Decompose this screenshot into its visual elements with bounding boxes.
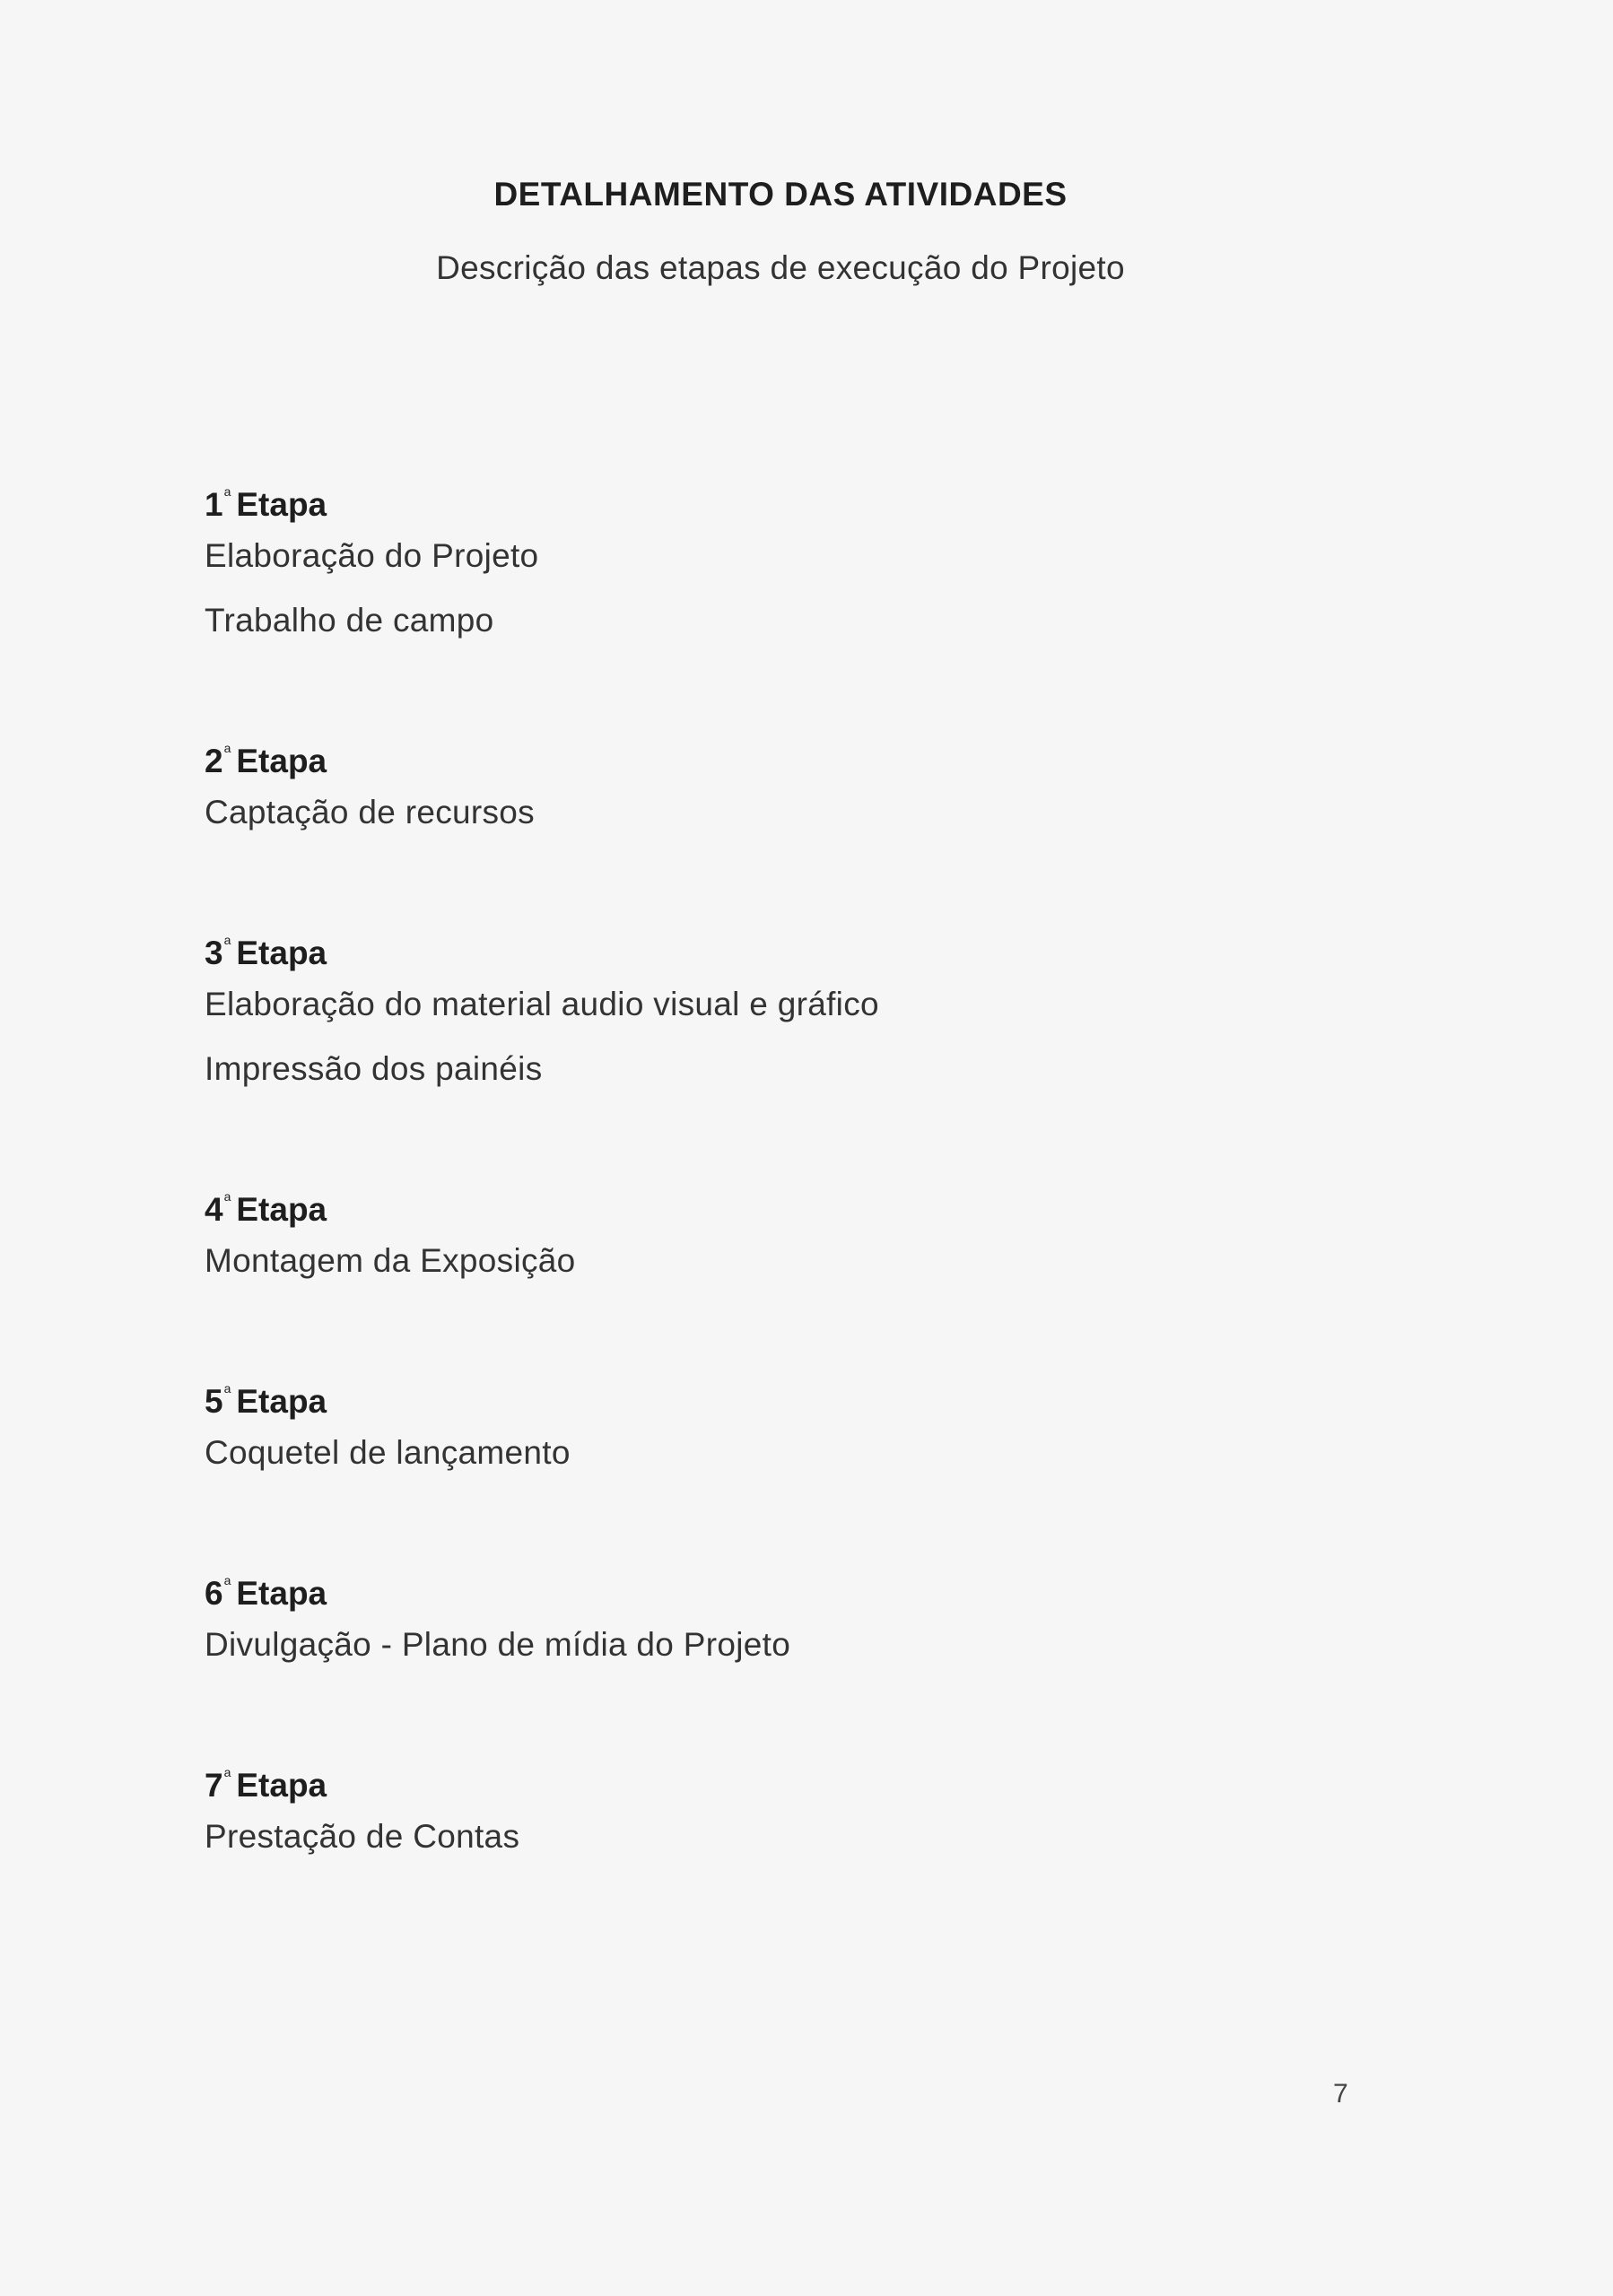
stage-number: 3 [205,935,223,971]
stage-item: Elaboração do Projeto [205,537,539,574]
page-number: 7 [1333,2079,1348,2109]
stage-7 [205,1740,1371,1869]
stage-heading [205,1740,1371,1805]
page-subtitle: Descrição das etapas de execução do Projeto [436,249,1125,286]
stage-number: 7 [205,1767,223,1804]
stage-list [205,459,1371,1869]
stage-2 [205,716,1371,908]
stage-1 [205,459,1371,716]
stage-4 [205,1164,1371,1356]
stage-label: Etapa [236,743,327,779]
stage-3 [205,908,1371,1164]
ordinal-mark: a [223,1381,231,1396]
stage-heading [205,459,1371,524]
ordinal-mark: a [223,1765,231,1779]
ordinal-mark: a [223,484,231,499]
ordinal-mark: a [223,933,231,947]
stage-number: 1 [205,486,223,523]
stage-number: 6 [205,1575,223,1612]
stage-label: Etapa [236,1767,327,1804]
stage-label: Etapa [236,1191,327,1228]
stage-number: 2 [205,743,223,779]
ordinal-mark: a [223,741,231,755]
stage-heading [205,1356,1371,1421]
stage-item: Coquetel de lançamento [205,1434,571,1471]
page-title: DETALHAMENTO DAS ATIVIDADES [493,176,1068,213]
stage-label: Etapa [236,1575,327,1612]
stage-heading [205,908,1371,972]
stage-item: Trabalho de campo [205,602,494,639]
stage-number: 5 [205,1383,223,1420]
stage-6 [205,1548,1371,1740]
stage-item: Montagem da Exposição [205,1242,576,1279]
stage-number: 4 [205,1191,223,1228]
stage-item: Elaboração do material audio visual e gráfico [205,986,879,1022]
stage-item: Prestação de Contas [205,1818,520,1855]
stage-item: Impressão dos painéis [205,1050,543,1087]
stage-label: Etapa [236,935,327,971]
stage-label: Etapa [236,1383,327,1420]
ordinal-mark: a [223,1189,231,1204]
stage-item: Divulgação - Plano de mídia do Projeto [205,1626,791,1663]
ordinal-mark: a [223,1573,231,1587]
stage-heading [205,1548,1371,1613]
stage-item: Captação de recursos [205,794,535,831]
stage-heading [205,716,1371,780]
stage-heading [205,1164,1371,1229]
stage-5 [205,1356,1371,1548]
stage-label: Etapa [236,486,327,523]
